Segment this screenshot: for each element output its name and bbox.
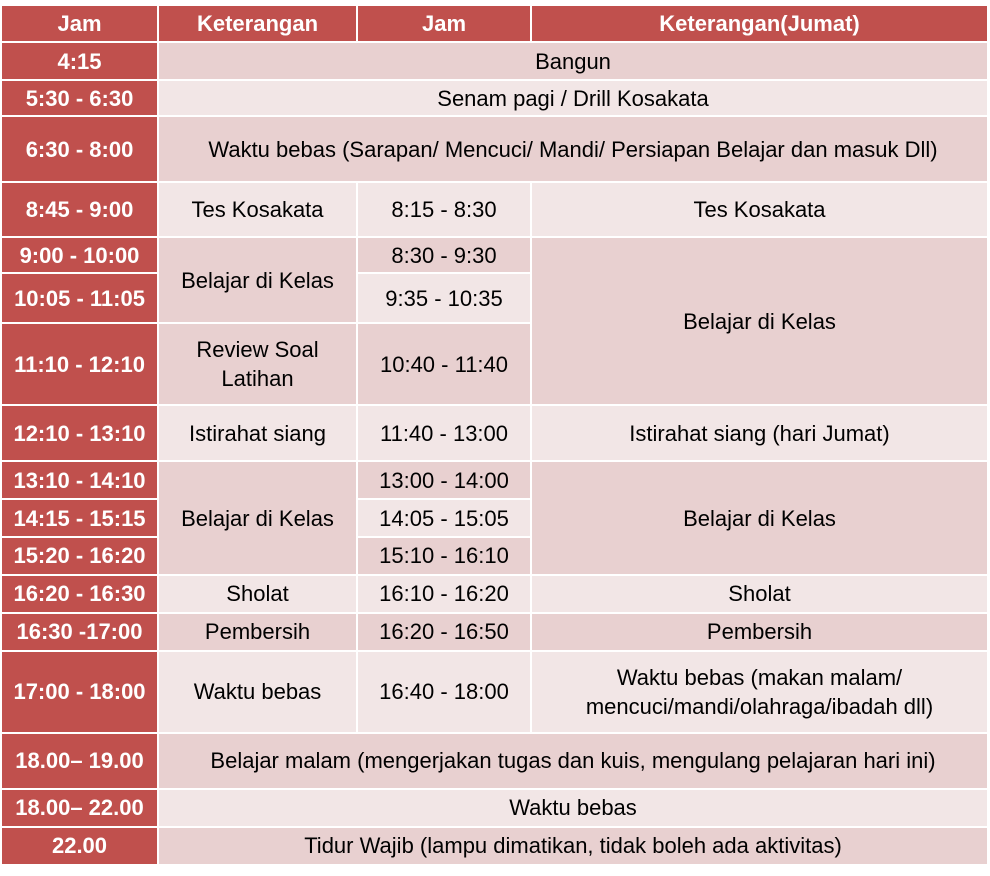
- table-row: [1, 827, 988, 865]
- activity-cell: Waktu bebas: [158, 789, 988, 827]
- friday-time-cell: 13:00 - 14:00: [357, 461, 531, 499]
- friday-time-cell: 9:35 - 10:35: [357, 273, 531, 323]
- friday-time-cell: 14:05 - 15:05: [357, 499, 531, 536]
- friday-activity-cell: Istirahat siang (hari Jumat): [531, 405, 988, 461]
- schedule-table: [0, 4, 989, 866]
- time-cell: 10:05 - 11:05: [1, 273, 158, 323]
- friday-time-cell: 15:10 - 16:10: [357, 537, 531, 575]
- activity-cell: Belajar di Kelas: [158, 237, 357, 323]
- friday-time-cell: 8:15 - 8:30: [357, 182, 531, 237]
- friday-time-cell: 11:40 - 13:00: [357, 405, 531, 461]
- time-cell: 16:20 - 16:30: [1, 575, 158, 613]
- activity-cell: Belajar di Kelas: [158, 461, 357, 574]
- friday-time-cell: 16:40 - 18:00: [357, 651, 531, 733]
- time-cell: 13:10 - 14:10: [1, 461, 158, 499]
- activity-cell: Senam pagi / Drill Kosakata: [158, 80, 988, 116]
- table-row: [1, 182, 988, 237]
- activity-cell: Belajar malam (mengerjakan tugas dan kuis, mengulang pelajaran hari ini): [158, 733, 988, 789]
- time-cell: 15:20 - 16:20: [1, 537, 158, 575]
- activity-cell: Tidur Wajib (lampu dimatikan, tidak boleh ada aktivitas): [158, 827, 988, 865]
- header-jam-jumat: Jam: [357, 5, 531, 42]
- activity-cell: Tes Kosakata: [158, 182, 357, 237]
- time-cell: 18.00– 22.00: [1, 789, 158, 827]
- time-cell: 9:00 - 10:00: [1, 237, 158, 273]
- table-row: [1, 789, 988, 827]
- time-cell: 18.00– 19.00: [1, 733, 158, 789]
- friday-time-cell: 8:30 - 9:30: [357, 237, 531, 273]
- friday-time-cell: 16:20 - 16:50: [357, 613, 531, 651]
- header-keterangan-jumat: Keterangan(Jumat): [531, 5, 988, 42]
- friday-time-cell: 16:10 - 16:20: [357, 575, 531, 613]
- table-row: [1, 733, 988, 789]
- header-row: [1, 5, 988, 42]
- time-cell: 6:30 - 8:00: [1, 116, 158, 182]
- time-cell: 22.00: [1, 827, 158, 865]
- table-row: [1, 42, 988, 80]
- time-cell: 4:15: [1, 42, 158, 80]
- header-keterangan: Keterangan: [158, 5, 357, 42]
- table-row: [1, 651, 988, 733]
- table-row: [1, 613, 988, 651]
- time-cell: 12:10 - 13:10: [1, 405, 158, 461]
- header-jam: Jam: [1, 5, 158, 42]
- activity-cell: Waktu bebas: [158, 651, 357, 733]
- time-cell: 5:30 - 6:30: [1, 80, 158, 116]
- activity-cell: Pembersih: [158, 613, 357, 651]
- activity-cell: Review Soal Latihan: [158, 323, 357, 405]
- friday-activity-cell: Waktu bebas (makan malam/ mencuci/mandi/olahraga/ibadah dll): [531, 651, 988, 733]
- activity-cell: Istirahat siang: [158, 405, 357, 461]
- table-row: [1, 575, 988, 613]
- time-cell: 8:45 - 9:00: [1, 182, 158, 237]
- table-row: [1, 80, 988, 116]
- table-row: [1, 237, 988, 273]
- time-cell: 16:30 -17:00: [1, 613, 158, 651]
- table-row: [1, 405, 988, 461]
- friday-activity-cell: Tes Kosakata: [531, 182, 988, 237]
- activity-cell: Bangun: [158, 42, 988, 80]
- time-cell: 11:10 - 12:10: [1, 323, 158, 405]
- friday-time-cell: 10:40 - 11:40: [357, 323, 531, 405]
- table-row: [1, 461, 988, 499]
- friday-activity-cell: Pembersih: [531, 613, 988, 651]
- activity-cell: Waktu bebas (Sarapan/ Mencuci/ Mandi/ Persiapan Belajar dan masuk Dll): [158, 116, 988, 182]
- friday-activity-cell: Belajar di Kelas: [531, 461, 988, 574]
- table-row: [1, 116, 988, 182]
- friday-activity-cell: Sholat: [531, 575, 988, 613]
- activity-cell: Sholat: [158, 575, 357, 613]
- time-cell: 14:15 - 15:15: [1, 499, 158, 536]
- time-cell: 17:00 - 18:00: [1, 651, 158, 733]
- friday-activity-cell: Belajar di Kelas: [531, 237, 988, 405]
